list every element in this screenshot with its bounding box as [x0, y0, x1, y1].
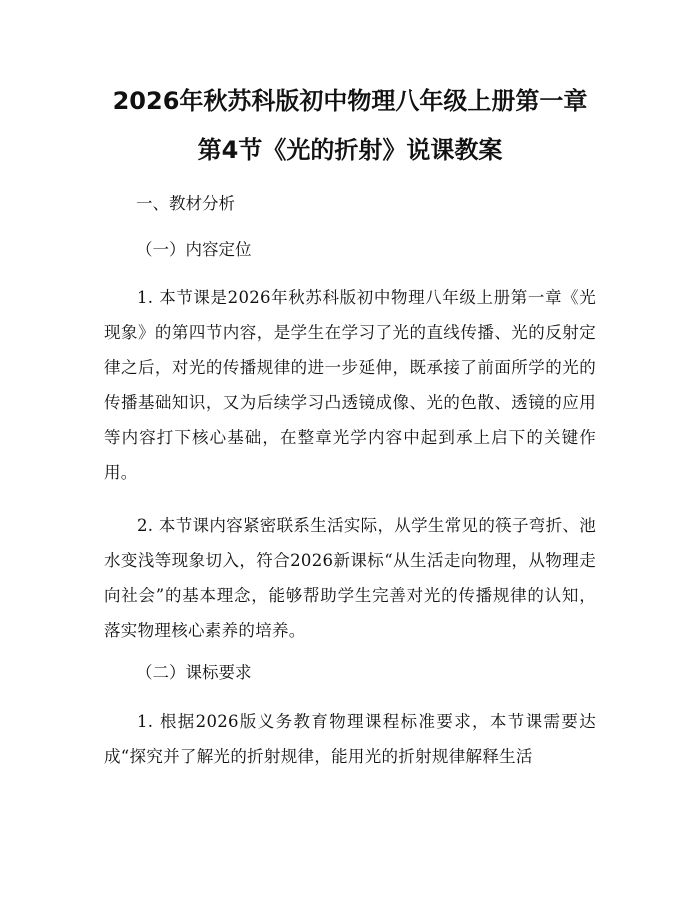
subsection-heading-curriculum-requirements: （二）课标要求 [136, 663, 252, 682]
paragraph-curriculum-requirements-1: 1. 根据2026版义务教育物理课程标准要求，本节课需要达成“探究并了解光的折射规律，能用光的折射规律解释生活 [104, 712, 596, 766]
document-title-line-2: 第4节《光的折射》说课教案 [197, 136, 503, 164]
document-title-line-1: 2026年秋苏科版初中物理八年级上册第一章 [112, 87, 588, 115]
paragraph-content-positioning-1: 1. 本节课是2026年秋苏科版初中物理八年级上册第一章《光现象》的第四节内容，是学生在学习了光的直线传播、光的反射定律之后，对光的传播规律的进一步延伸，既承接了前面所学的光的传播基础知识，又为后续学习凸透镜成像、光的色散、透镜的应用等内容打下核心基础，在整章光学内容中起到承上启下的关键作用。 [104, 288, 596, 482]
section-heading-textbook-analysis: 一、教材分析 [136, 194, 235, 213]
paragraph-content-positioning-2: 2. 本节课内容紧密联系生活实际，从学生常见的筷子弯折、池水变浅等现象切入，符合2026新课标“从生活走向物理，从物理走向社会”的基本理念，能够帮助学生完善对光的传播规律的认知，落实物理核心素养的培养。 [104, 516, 596, 640]
subsection-heading-content-positioning: （一）内容定位 [136, 240, 252, 259]
